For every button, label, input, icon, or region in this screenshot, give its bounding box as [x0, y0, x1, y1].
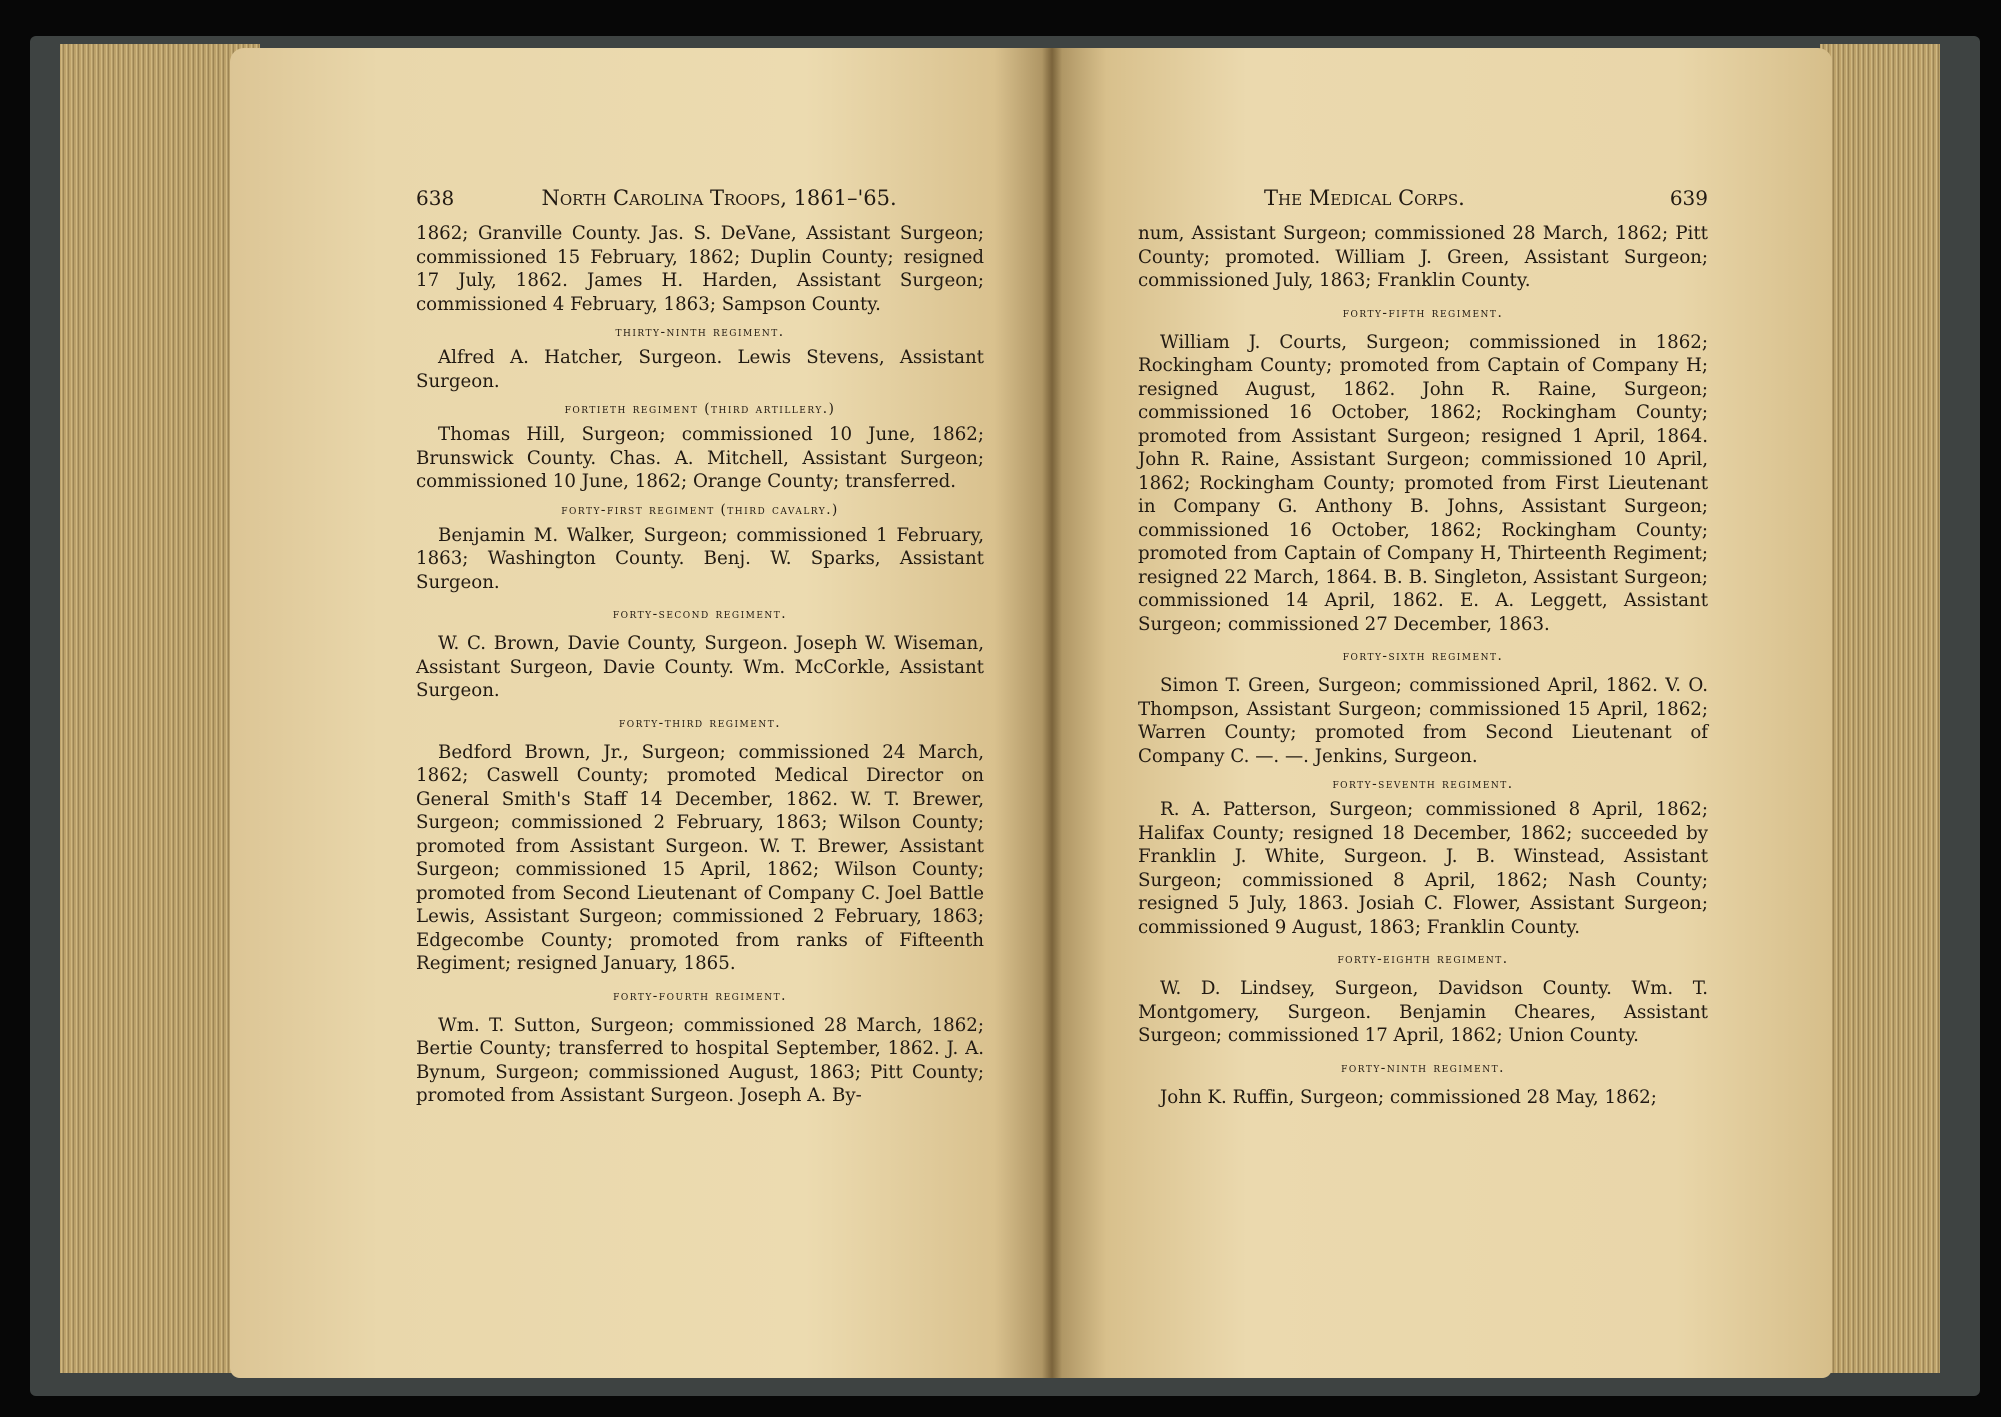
left-page [230, 48, 1052, 1378]
regiment-heading: forty-second regiment. [612, 606, 788, 622]
entry-paragraph: Simon T. Green, Surgeon; commissioned April, 1862. V. O. Thompson, Assistant Surgeon; commissioned 15 April, 1862; Warren County; promoted from Second Lieutenant of Company C. —. —. Jenkins, Surgeon. [1138, 675, 1708, 767]
entry-paragraph: Benjamin M. Walker, Surgeon; commissioned 1 February, 1863; Washington County. Benj. W. Sparks, Assistant Surgeon. [416, 524, 984, 593]
entry-paragraph: Thomas Hill, Surgeon; commissioned 10 June, 1862; Brunswick County. Chas. A. Mitchell, Assistant Surgeon; commissioned 10 June, 1862; Orange County; transferred. [416, 424, 984, 492]
entry-paragraph: R. A. Patterson, Surgeon; commissioned 8 April, 1862; Halifax County; resigned 18 December, 1862; succeeded by Franklin J. White, Surgeon. J. B. Winstead, Assistant Surgeon; commissioned 8 April, 1862; Nash County; resigned 5 July, 1863. Josiah C. Flower, Assistant Surgeon; commissioned 9 August, 1863; Franklin County. [1138, 799, 1708, 938]
regiment-heading: forty-fifth regiment. [1342, 304, 1504, 321]
regiment-heading: forty-third regiment. [619, 714, 781, 731]
regiment-heading: forty-fourth regiment. [613, 987, 787, 1004]
regiment-heading: forty-seventh regiment. [1332, 776, 1514, 792]
entry-paragraph: Alfred A. Hatcher, Surgeon. Lewis Stevens, Assistant Surgeon. [416, 347, 984, 392]
left-page-text [416, 186, 984, 1108]
regiment-heading: forty-first regiment (third cavalry.) [561, 501, 839, 518]
entry-paragraph: Bedford Brown, Jr., Surgeon; commissioned 24 March, 1862; Caswell County; promoted Medical Director on General Smith's Staff 14 December, 1862. W. T. Brewer, Surgeon; commissioned 2 February, 1863; Wilson County; promoted from Assistant Surgeon. W. T. Brewer, Assistant Surgeon; commissioned 15 April, 1862; Wilson County; promoted from Second Lieutenant of Company C. Joel Battle Lewis, Assistant Surgeon; commissioned 2 February, 1863; Edgecombe County; promoted from ranks of Fifteenth Regiment; resigned January, 1865. [416, 741, 984, 974]
running-head-title-right: The Medical Corps. [1264, 186, 1465, 210]
right-page-text [1138, 186, 1708, 1109]
page-number-right: 639 [1669, 186, 1708, 210]
entry-paragraph: W. C. Brown, Davie County, Surgeon. Joseph W. Wiseman, Assistant Surgeon, Davie County. Wm. McCorkle, Assistant Surgeon. [416, 633, 984, 701]
entry-paragraph: num, Assistant Surgeon; commissioned 28 March, 1862; Pitt County; promoted. William J. Green, Assistant Surgeon; commissioned July, 1863; Franklin County. [1138, 223, 1708, 291]
entry-paragraph: W. D. Lindsey, Surgeon, Davidson County. Wm. T. Montgomery, Surgeon. Benjamin Cheares, Assistant Surgeon; commissioned 17 April, 1862; Union County. [1138, 978, 1708, 1046]
running-head-title-left: North Carolina Troops, 1861–'65. [541, 186, 897, 210]
right-page [1052, 48, 1832, 1378]
regiment-heading: forty-eighth regiment. [1337, 951, 1509, 967]
entry-paragraph: Wm. T. Sutton, Surgeon; commissioned 28 March, 1862; Bertie County; transferred to hospital September, 1862. J. A. Bynum, Surgeon; commissioned August, 1863; Pitt County; promoted from Assistant Surgeon. Joseph A. By- [416, 1014, 984, 1106]
page-number-left: 638 [416, 186, 455, 210]
regiment-heading: fortieth regiment (third artillery.) [564, 401, 836, 417]
entry-paragraph: 1862; Granville County. Jas. S. DeVane, Assistant Surgeon; commissioned 15 February, 1862; Duplin County; resigned 17 July, 1862. James H. Harden, Assistant Surgeon; commissioned 4 February, 1863; Sampson County. [416, 223, 984, 315]
regiment-heading: thirty-ninth regiment. [615, 324, 785, 340]
regiment-heading: forty-ninth regiment. [1341, 1059, 1505, 1076]
regiment-heading: forty-sixth regiment. [1342, 648, 1504, 664]
left-running-head [416, 186, 984, 214]
book-gutter [1042, 48, 1062, 1378]
left-page-body [416, 222, 984, 1108]
right-page-body [1138, 222, 1708, 1109]
entry-paragraph: William J. Courts, Surgeon; commissioned in 1862; Rockingham County; promoted from Captain of Company H; resigned August, 1862. John R. Raine, Surgeon; commissioned 16 October, 1862; Rockingham County; promoted from Assistant Surgeon; resigned 1 April, 1864. John R. Raine, Assistant Surgeon; commissioned 10 April, 1862; Rockingham County; promoted from First Lieutenant in Company G. Anthony B. Johns, Assistant Surgeon; commissioned 16 October, 1862; Rockingham County; promoted from Captain of Company H, Thirteenth Regiment; resigned 22 March, 1864. B. B. Singleton, Assistant Surgeon; commissioned 14 April, 1862. E. A. Leggett, Assistant Surgeon; commissioned 27 December, 1863. [1138, 331, 1708, 635]
entry-paragraph: John K. Ruffin, Surgeon; commissioned 28 May, 1862; [1160, 1086, 1657, 1108]
page-edges-right [1820, 44, 1940, 1373]
right-running-head [1264, 186, 1708, 214]
